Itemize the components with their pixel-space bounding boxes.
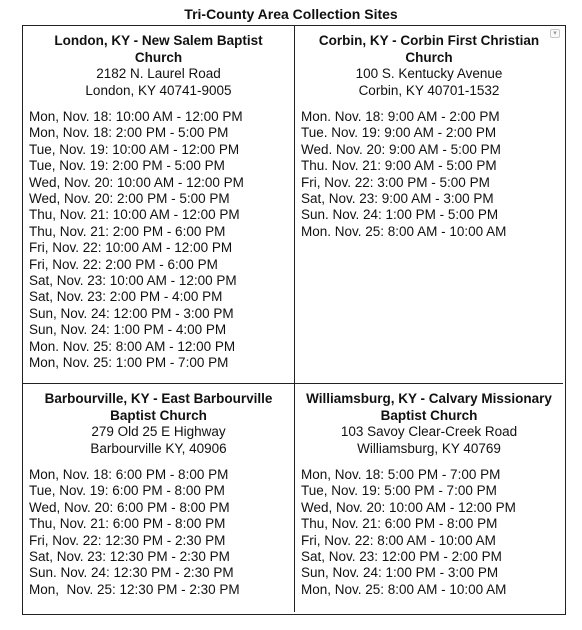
schedule-entry: Mon, Nov. 18: 2:00 PM - 5:00 PM xyxy=(29,125,229,141)
schedule-entry: Thu, Nov. 21: 6:00 PM - 8:00 PM xyxy=(29,516,226,532)
site-city-state-zip: Corbin, KY 40701-1532 xyxy=(358,82,500,98)
site-cell-williamsburg xyxy=(295,384,563,612)
document-title: Tri-County Area Collection Sites xyxy=(184,6,398,22)
site-name-continued: Church xyxy=(134,49,183,65)
schedule-entry: Fri, Nov. 22: 10:00 AM - 12:00 PM xyxy=(29,240,233,256)
site-name: Williamsburg, KY - Calvary Missionary xyxy=(306,391,552,406)
site-name: London, KY - New Salem Baptist xyxy=(54,33,263,48)
schedule-entry: Sun. Nov. 24: 12:30 PM - 2:30 PM xyxy=(29,565,234,581)
schedule-entry: Fri, Nov. 22: 12:30 PM - 2:30 PM xyxy=(29,532,226,548)
schedule-entry: Wed, Nov. 20: 6:00 PM - 8:00 PM xyxy=(29,499,230,515)
schedule-entry: Wed, Nov. 20: 10:00 AM - 12:00 PM xyxy=(29,174,244,190)
schedule-entry: Mon. Nov. 18: 9:00 AM - 2:00 PM xyxy=(301,109,500,124)
schedule-entry: Wed, Nov. 20: 10:00 AM - 12:00 PM xyxy=(301,499,516,515)
schedule-entry: Tue, Nov. 19: 6:00 PM - 8:00 PM xyxy=(29,483,225,499)
site-city-state-zip: London, KY 40741-9005 xyxy=(85,82,232,98)
schedule-entry: Mon, Nov. 25: 12:30 PM - 2:30 PM xyxy=(29,581,240,597)
site-header xyxy=(29,33,294,99)
schedule-entry: Mon, Nov. 25: 1:00 PM - 7:00 PM xyxy=(29,355,229,371)
schedule-entry: Thu, Nov. 21: 2:00 PM - 6:00 PM xyxy=(29,223,226,239)
schedule-entry: Mon. Nov. 25: 8:00 AM - 12:00 PM xyxy=(29,338,236,354)
site-name-continued: Baptist Church xyxy=(110,407,207,423)
site-name: Corbin, KY - Corbin First Christian xyxy=(318,33,540,48)
site-header xyxy=(301,391,563,457)
schedule-entry: Thu. Nov. 21: 9:00 AM - 5:00 PM xyxy=(301,158,497,174)
schedule-list xyxy=(29,109,294,372)
site-city-state-zip: Williamsburg, KY 40769 xyxy=(357,440,501,456)
schedule-entry: Wed, Nov. 20: 2:00 PM - 5:00 PM xyxy=(29,191,230,207)
schedule-list xyxy=(29,467,294,598)
schedule-entry: Tue, Nov. 19: 10:00 AM - 12:00 PM xyxy=(29,141,240,157)
schedule-entry: Wed. Nov. 20: 9:00 AM - 5:00 PM xyxy=(301,141,501,157)
schedule-entry: Fri, Nov. 22: 3:00 PM - 5:00 PM xyxy=(301,174,490,190)
schedule-entry: Sun. Nov. 24: 1:00 PM - 5:00 PM xyxy=(301,207,499,223)
chevron-down-icon[interactable]: ▾ xyxy=(550,29,560,38)
site-cell-corbin xyxy=(295,26,563,384)
schedule-entry: Sat, Nov. 23: 10:00 AM - 12:00 PM xyxy=(29,273,237,289)
site-name-continued: Baptist Church xyxy=(380,407,478,423)
schedule-entry: Mon, Nov. 25: 8:00 AM - 10:00 AM xyxy=(301,581,507,597)
schedule-entry: Tue. Nov. 19: 9:00 AM - 2:00 PM xyxy=(301,125,497,141)
schedule-entry: Sat, Nov. 23: 12:30 PM - 2:30 PM xyxy=(29,549,230,565)
schedule-entry: Sun, Nov. 24: 1:00 PM - 4:00 PM xyxy=(29,322,227,338)
schedule-entry: Thu, Nov. 21: 10:00 AM - 12:00 PM xyxy=(29,207,240,223)
schedule-list xyxy=(301,109,563,240)
site-street-address: 103 Savoy Clear-Creek Road xyxy=(340,424,518,439)
schedule-entry: Tue, Nov. 19: 5:00 PM - 7:00 PM xyxy=(301,483,497,499)
site-header xyxy=(301,33,563,99)
site-street-address: 100 S. Kentucky Avenue xyxy=(355,66,503,81)
schedule-entry: Fri, Nov. 22: 2:00 PM - 6:00 PM xyxy=(29,256,218,272)
collection-sites-table xyxy=(22,25,566,615)
schedule-list xyxy=(301,467,563,598)
schedule-entry: Sat, Nov. 23: 9:00 AM - 3:00 PM xyxy=(301,191,494,207)
site-city-state-zip: Barbourville KY, 40906 xyxy=(90,440,227,456)
schedule-entry: Mon, Nov. 18: 5:00 PM - 7:00 PM xyxy=(301,467,501,482)
site-cell-barbourville xyxy=(23,384,295,612)
site-street-address: 279 Old 25 E Highway xyxy=(91,424,226,439)
site-name-continued: Church xyxy=(405,49,453,65)
schedule-entry: Tue, Nov. 19: 2:00 PM - 5:00 PM xyxy=(29,158,225,174)
schedule-entry: Sun, Nov. 24: 12:00 PM - 3:00 PM xyxy=(29,305,234,321)
site-header xyxy=(29,391,294,457)
schedule-entry: Mon, Nov. 18: 10:00 AM - 12:00 PM xyxy=(29,109,243,124)
schedule-entry: Mon. Nov. 25: 8:00 AM - 10:00 AM xyxy=(301,223,507,239)
schedule-entry: Sat, Nov. 23: 12:00 PM - 2:00 PM xyxy=(301,549,502,565)
schedule-entry: Mon, Nov. 18: 6:00 PM - 8:00 PM xyxy=(29,467,229,482)
schedule-entry: Fri, Nov. 22: 8:00 AM - 10:00 AM xyxy=(301,532,496,548)
site-name: Barbourville, KY - East Barbourville xyxy=(44,391,273,406)
schedule-entry: Sat, Nov. 23: 2:00 PM - 4:00 PM xyxy=(29,289,223,305)
site-street-address: 2182 N. Laurel Road xyxy=(96,66,221,81)
site-cell-london xyxy=(23,26,295,384)
schedule-entry: Sun, Nov. 24: 1:00 PM - 3:00 PM xyxy=(301,565,499,581)
schedule-entry: Thu, Nov. 21: 6:00 PM - 8:00 PM xyxy=(301,516,498,532)
